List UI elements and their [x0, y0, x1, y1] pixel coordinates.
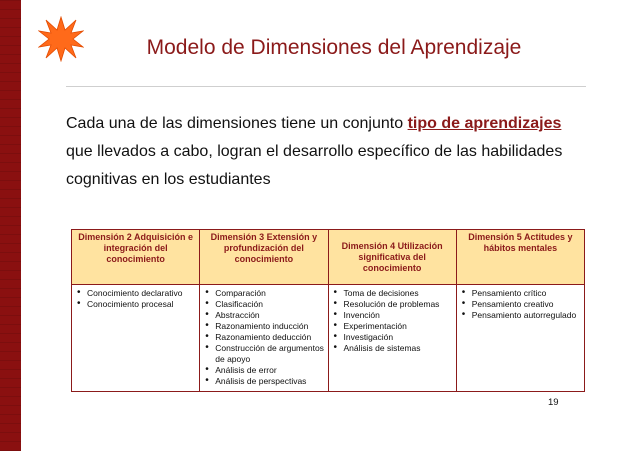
list-item: • Abstracción [203, 310, 324, 321]
column-header: Dimensión 3 Extensión y profundización del conocimiento [200, 230, 328, 285]
list-item: • Clasificación [203, 299, 324, 310]
item-list [75, 288, 196, 310]
list-item: • Invención [332, 310, 453, 321]
intro-text-part1: Cada una de las dimensiones tiene un conjunto [66, 115, 408, 132]
table-cell [328, 285, 456, 392]
slide-title: Modelo de Dimensiones del Aprendizaje [146, 36, 522, 59]
left-decorative-bar [0, 0, 21, 451]
item-list [460, 288, 581, 321]
intro-paragraph [66, 110, 576, 194]
column-header: Dimensión 4 Utilización significativa del conocimiento [328, 230, 456, 285]
intro-emphasis: tipo de aprendizajes [407, 115, 562, 132]
column-header: Dimensión 2 Adquisición e integración del conocimiento [72, 230, 200, 285]
page-number: 19 [548, 397, 559, 408]
list-item: • Razonamiento deducción [203, 332, 324, 343]
list-item: • Toma de decisiones [332, 288, 453, 299]
list-item: • Pensamiento creativo [460, 299, 581, 310]
intro-text-part2: que llevados a cabo, logran el desarrollo específico de las habilidades cognitivas en los estudiantes [66, 143, 563, 188]
list-item: • Resolución de problemas [332, 299, 453, 310]
list-item: • Análisis de error [203, 365, 324, 376]
table-cell [200, 285, 328, 392]
item-list [332, 288, 453, 354]
list-item: • Conocimiento procesal [75, 299, 196, 310]
table-row [72, 285, 585, 392]
list-item: • Investigación [332, 332, 453, 343]
list-item: • Pensamiento autorregulado [460, 310, 581, 321]
list-item: • Comparación [203, 288, 324, 299]
dimensions-table [71, 229, 585, 392]
table-cell [456, 285, 584, 392]
table-header-row [72, 230, 585, 285]
title-divider [66, 86, 586, 87]
list-item: • Razonamiento inducción [203, 321, 324, 332]
list-item: • Análisis de perspectivas [203, 376, 324, 387]
list-item: • Pensamiento crítico [460, 288, 581, 299]
list-item: • Experimentación [332, 321, 453, 332]
column-header: Dimensión 5 Actitudes y hábitos mentales [456, 230, 584, 285]
table-cell [72, 285, 200, 392]
item-list [203, 288, 324, 386]
list-item: • Construcción de argumentos de apoyo [203, 343, 324, 364]
list-item: • Análisis de sistemas [332, 343, 453, 354]
list-item: • Conocimiento declarativo [75, 288, 196, 299]
